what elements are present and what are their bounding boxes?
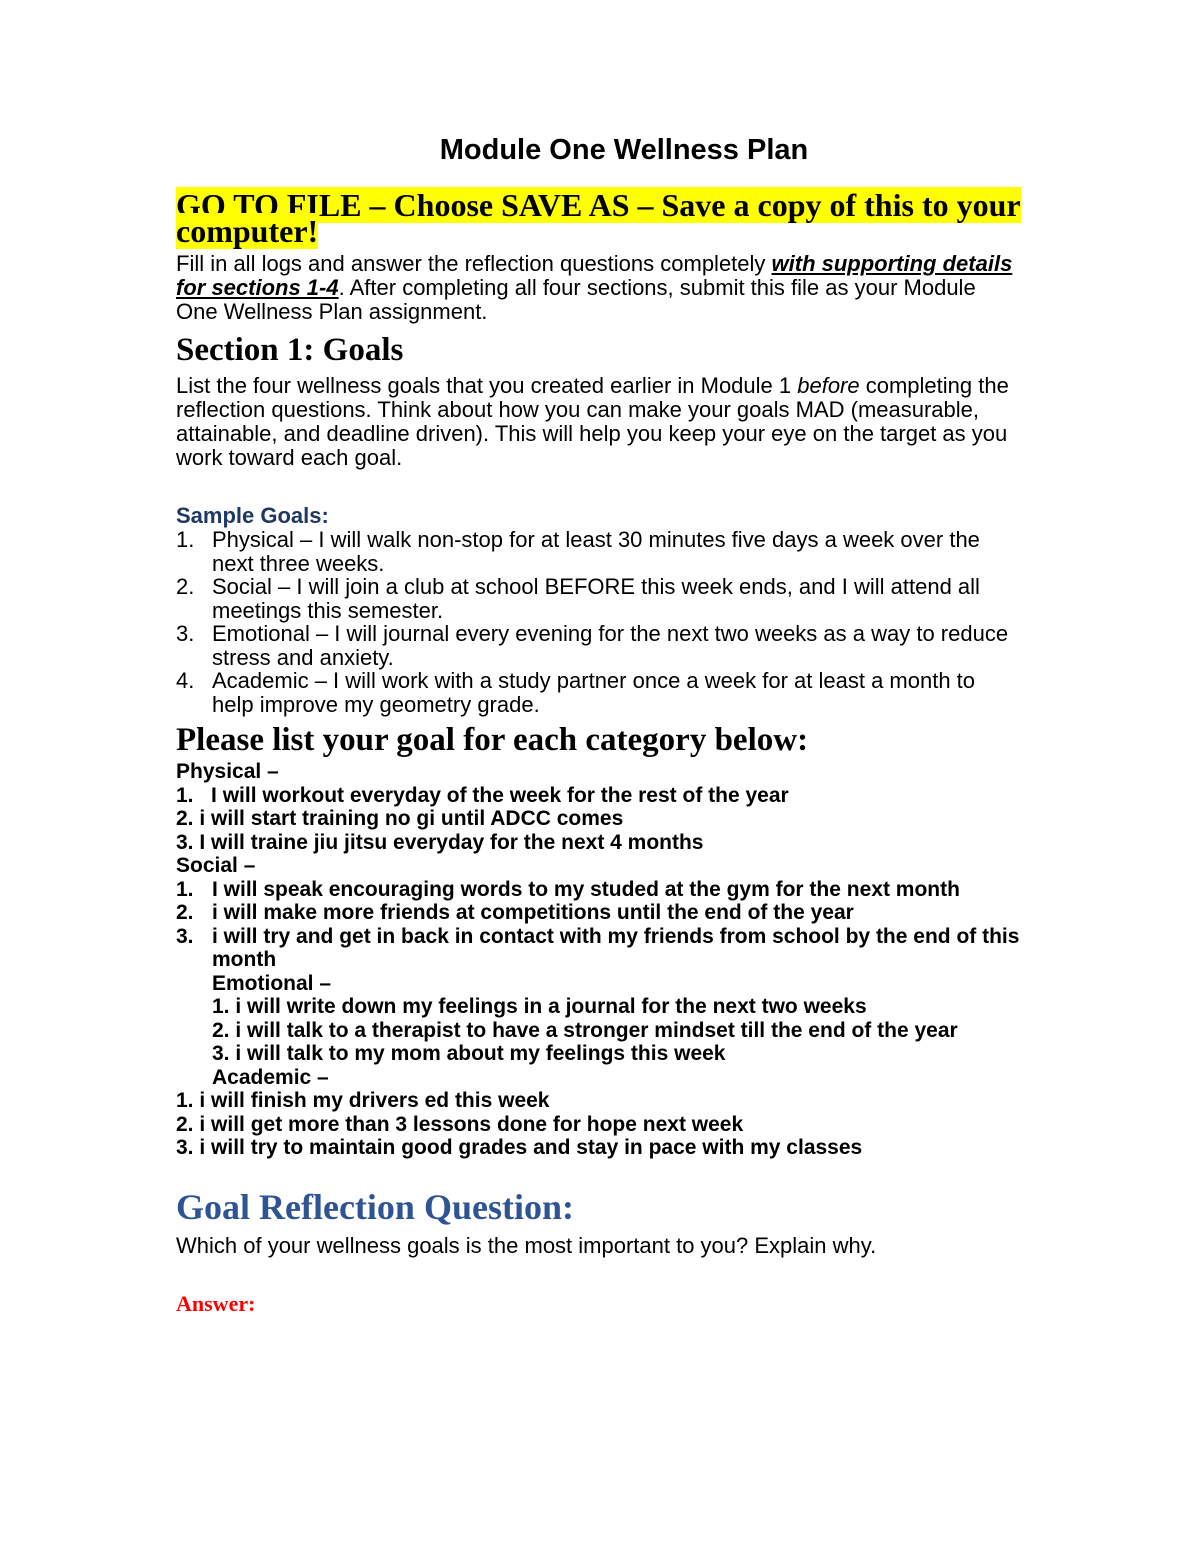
list-item: [176, 1136, 1021, 1160]
list-item: [176, 901, 1021, 925]
list-text: i will get more than 3 lessons done for hope next week: [199, 1112, 744, 1136]
section1-heading: Section 1: Goals: [176, 332, 404, 368]
sample-goals-heading: Sample Goals:: [176, 503, 329, 528]
list-number: 2.: [212, 1018, 230, 1042]
list-text: i will try and get in back in contact with my friends from school by the end of this month: [212, 924, 1020, 971]
list-number: 3.: [176, 1136, 194, 1159]
list-number: 1.: [176, 527, 195, 552]
list-item: [176, 807, 1021, 831]
list-number: 1.: [176, 783, 194, 807]
list-number: 3.: [212, 1042, 230, 1065]
list-text: I will workout everyday of the week for the rest of the year: [199, 783, 789, 807]
list-text: i will talk to a therapist to have a stronger mindset till the end of the year: [235, 1018, 958, 1042]
list-item: [176, 622, 1021, 669]
intro-paragraph: [176, 252, 1021, 324]
list-number: 1.: [212, 995, 230, 1018]
list-text: Physical – I will walk non-stop for at least 30 minutes five days a week over the next three weeks.: [212, 527, 980, 576]
physical-label: Physical –: [176, 760, 279, 783]
list-number: 3.: [176, 830, 194, 854]
list-number: 2.: [176, 574, 195, 599]
list-item: [176, 669, 1021, 716]
social-label: Social –: [176, 854, 256, 877]
reflection-question: Which of your wellness goals is the most important to you? Explain why.: [176, 1232, 877, 1258]
section1-text-after: completing the reflection questions. Think about how you can make your goals MAD (measurable, attainable, and deadline driven). This will help you keep your eye on the target as you work toward each goal.: [176, 373, 1009, 470]
list-item: [176, 831, 1021, 855]
student-goals: [176, 760, 1021, 1160]
list-text: i will talk to my mom about my feelings this week: [235, 1042, 726, 1065]
list-number: 2.: [176, 807, 194, 830]
list-text: Emotional – I will journal every evening for the next two weeks as a way to reduce stress and anxiety.: [212, 621, 1009, 670]
list-item: [176, 1089, 1021, 1113]
save-instruction: [176, 187, 1021, 249]
list-text: I will speak encouraging words to my studed at the gym for the next month: [212, 877, 960, 901]
page-title: Module One Wellness Plan: [439, 134, 809, 166]
intro-text-after: . After completing all four sections, submit this file as your Module One Wellness Plan assignment.: [176, 275, 976, 324]
list-number: 2.: [176, 1112, 194, 1136]
document-content: [176, 130, 1021, 1316]
section1-paragraph: [176, 374, 1021, 470]
list-number: 3.: [176, 924, 194, 948]
list-text: Academic – I will work with a study partner once a week for at least a month to help improve my geometry grade.: [212, 668, 976, 717]
list-item: [176, 528, 1021, 575]
list-text: i will write down my feelings in a journal for the next two weeks: [235, 995, 867, 1018]
sample-goals-list: [176, 528, 1021, 716]
list-item: [176, 995, 1021, 1019]
list-number: 1.: [176, 1089, 194, 1112]
answer-label: Answer:: [176, 1290, 256, 1316]
section1-text-italic: before: [797, 373, 860, 398]
list-text: i will start training no gi until ADCC comes: [199, 807, 624, 830]
goals-list-heading: Please list your goal for each category below:: [176, 722, 809, 758]
list-item: [176, 1019, 1021, 1043]
list-item: [176, 1042, 1021, 1066]
list-item: [176, 575, 1021, 622]
save-instruction-text: GO TO FILE – Choose SAVE AS – Save a copy of this to your computer!: [176, 187, 1021, 249]
list-item: [176, 878, 1021, 902]
emotional-label: Emotional –: [212, 971, 332, 995]
list-number: 1.: [176, 877, 194, 901]
reflection-heading: Goal Reflection Question:: [176, 1186, 574, 1227]
list-text: I will traine jiu jitsu everyday for the next 4 months: [199, 830, 704, 854]
list-text: i will try to maintain good grades and stay in pace with my classes: [199, 1136, 863, 1159]
intro-emphasis: with supporting details for sections 1-4: [176, 251, 1013, 300]
list-number: 4.: [176, 668, 195, 693]
list-item: [176, 925, 1021, 972]
list-text: Social – I will join a club at school BEFORE this week ends, and I will attend all meetings this semester.: [212, 574, 980, 623]
list-number: 2.: [176, 901, 194, 924]
list-number: 3.: [176, 621, 195, 646]
section1-text-before: List the four wellness goals that you created earlier in Module 1: [176, 373, 798, 398]
academic-label: Academic –: [212, 1065, 329, 1089]
list-text: i will finish my drivers ed this week: [199, 1089, 550, 1112]
list-text: i will make more friends at competitions until the end of the year: [212, 901, 854, 924]
intro-text-before: Fill in all logs and answer the reflection questions completely: [176, 251, 772, 276]
list-item: [176, 784, 1021, 808]
list-item: [176, 1113, 1021, 1137]
